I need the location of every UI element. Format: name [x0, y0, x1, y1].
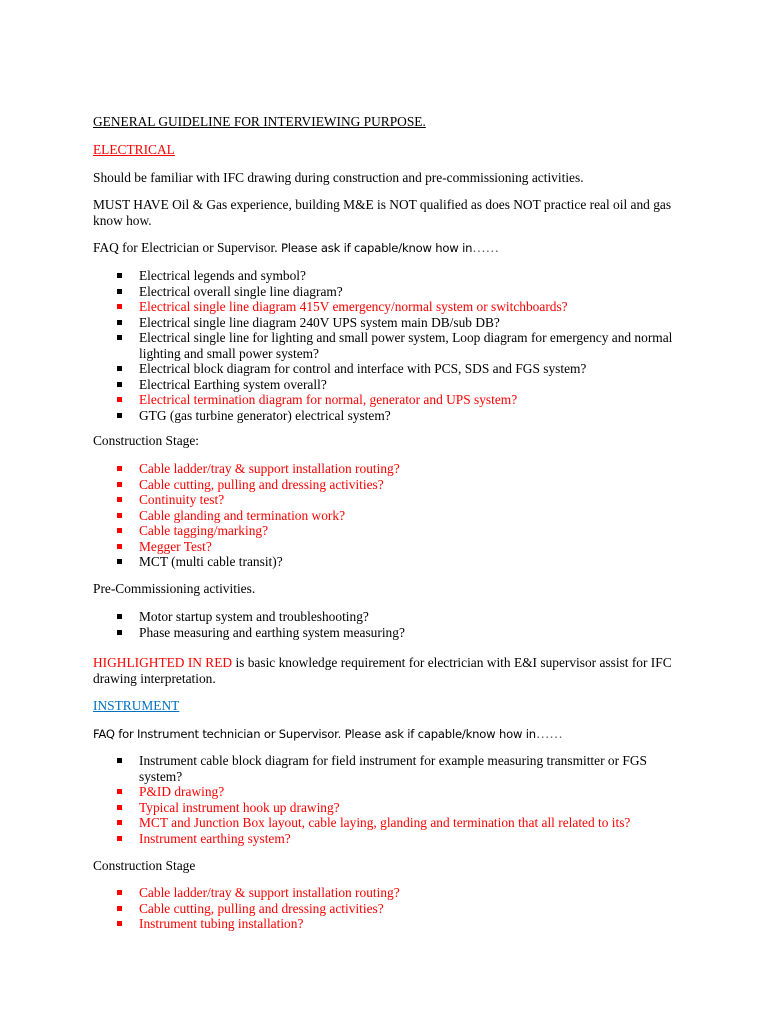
- list-item-text: Electrical termination diagram for normal, generator and UPS system?: [139, 392, 518, 407]
- list-item: [93, 361, 683, 377]
- square-bullet-icon: [117, 289, 122, 294]
- list-item: [93, 477, 683, 493]
- list-item: [93, 831, 683, 847]
- list-item: [93, 609, 683, 625]
- square-bullet-icon: [117, 559, 122, 564]
- list-item: [93, 392, 683, 408]
- list-item: [93, 508, 683, 524]
- list-item-text: Electrical legends and symbol?: [139, 268, 306, 283]
- list-item: [93, 554, 683, 570]
- instrument-faq-suffix: for Instrument technician or Supervisor. Please ask if capable/know how in: [118, 727, 536, 741]
- square-bullet-icon: [117, 758, 122, 763]
- list-item: [93, 523, 683, 539]
- square-bullet-icon: [117, 630, 122, 635]
- list-item: [93, 492, 683, 508]
- electrical-construction-label: Construction Stage:: [93, 433, 200, 448]
- square-bullet-icon: [117, 528, 122, 533]
- square-bullet-icon: [117, 921, 122, 926]
- list-item-text: P&ID drawing?: [139, 784, 225, 799]
- list-item: [93, 315, 683, 331]
- electrical-faq-line: [93, 240, 683, 257]
- list-item-text: Electrical single line diagram 415V emergency/normal system or switchboards?: [139, 299, 568, 314]
- square-bullet-icon: [117, 890, 122, 895]
- list-item: [93, 299, 683, 315]
- square-bullet-icon: [117, 335, 122, 340]
- instrument-construction-label: Construction Stage: [93, 858, 196, 873]
- list-item-text: Cable tagging/marking?: [139, 523, 269, 538]
- highlight-note: [93, 655, 683, 686]
- list-item-text: Electrical block diagram for control and interface with PCS, SDS and FGS system?: [139, 361, 587, 376]
- square-bullet-icon: [117, 906, 122, 911]
- list-item: [93, 753, 683, 784]
- list-item: [93, 916, 683, 932]
- electrical-heading: ELECTRICAL: [93, 142, 175, 157]
- list-item-text: MCT (multi cable transit)?: [139, 554, 283, 569]
- list-item-text: Cable cutting, pulling and dressing activities?: [139, 476, 384, 492]
- electrical-faq-list: [93, 268, 683, 423]
- list-item-text: Electrical single line for lighting and small power system, Loop diagram for emergency and normal lighting and small power system?: [139, 330, 673, 361]
- list-item: [93, 408, 683, 424]
- list-item-text: Electrical overall single line diagram?: [139, 283, 343, 299]
- list-item-text: Electrical single line diagram 240V UPS system main DB/sub DB?: [139, 314, 500, 330]
- list-item-text: Cable glanding and termination work?: [139, 507, 346, 523]
- list-item: [93, 284, 683, 300]
- square-bullet-icon: [117, 366, 122, 371]
- list-item: [93, 901, 683, 917]
- square-bullet-icon: [117, 466, 122, 471]
- square-bullet-icon: [117, 413, 122, 418]
- instrument-faq-suffix-a: [118, 726, 536, 741]
- list-item-text: Instrument earthing system?: [139, 830, 291, 846]
- electrical-construction-list: [93, 461, 683, 570]
- list-item: [93, 268, 683, 284]
- highlight-note-rest: is basic knowledge requirement for electrician with E&I supervisor assist for IFC drawing interpretation.: [93, 655, 672, 686]
- instrument-faq-dots: ……: [535, 726, 563, 741]
- list-item: [93, 815, 683, 831]
- square-bullet-icon: [117, 513, 122, 518]
- list-item-text: Cable ladder/tray & support installation routing?: [139, 885, 400, 900]
- square-bullet-icon: [117, 482, 122, 487]
- electrical-familiar-text: Should be familiar with IFC drawing during construction and pre-commissioning activities.: [93, 170, 584, 185]
- electrical-faq-prefix: FAQ for Electrician or Supervisor.: [93, 240, 278, 255]
- list-item: [93, 625, 683, 641]
- square-bullet-icon: [117, 273, 122, 278]
- list-item: [93, 461, 683, 477]
- instrument-heading: INSTRUMENT: [93, 698, 180, 713]
- list-item-text: Continuity test?: [139, 492, 225, 507]
- precommissioning-label: Pre-Commissioning activities.: [93, 581, 256, 596]
- electrical-faq-suffix: Please ask if capable/know how in: [280, 241, 473, 255]
- list-item-text: Instrument tubing installation?: [139, 916, 304, 931]
- square-bullet-icon: [117, 820, 122, 825]
- highlight-note-red: HIGHLIGHTED IN RED: [93, 655, 233, 670]
- list-item: [93, 330, 683, 361]
- list-item-text: Cable cutting, pulling and dressing activities?: [139, 900, 384, 916]
- instrument-faq-line: [93, 726, 683, 743]
- instrument-construction-list: [93, 885, 683, 932]
- instrument-faq-prefix: FAQ: [93, 727, 115, 741]
- list-item: [93, 800, 683, 816]
- square-bullet-icon: [117, 320, 122, 325]
- list-item: [93, 784, 683, 800]
- list-item-text: Electrical Earthing system overall?: [139, 376, 327, 392]
- square-bullet-icon: [117, 544, 122, 549]
- square-bullet-icon: [117, 397, 122, 402]
- precommissioning-list: [93, 609, 683, 640]
- instrument-faq-list: [93, 753, 683, 846]
- list-item: [93, 377, 683, 393]
- list-item-text: GTG (gas turbine generator) electrical system?: [139, 407, 391, 423]
- document-title: GENERAL GUIDELINE FOR INTERVIEWING PURPOSE.: [93, 114, 426, 129]
- list-item-text: Typical instrument hook up drawing?: [139, 799, 340, 815]
- list-item-text: Megger Test?: [139, 538, 212, 554]
- list-item-text: Motor startup system and troubleshooting?: [139, 609, 369, 624]
- square-bullet-icon: [117, 497, 122, 502]
- square-bullet-icon: [117, 304, 122, 309]
- square-bullet-icon: [117, 836, 122, 841]
- square-bullet-icon: [117, 789, 122, 794]
- list-item-text: MCT and Junction Box layout, cable laying, glanding and termination that all related to its?: [139, 815, 631, 830]
- square-bullet-icon: [117, 614, 122, 619]
- square-bullet-icon: [117, 805, 122, 810]
- electrical-faq-dots: ……: [472, 240, 500, 255]
- electrical-must-have-text: MUST HAVE Oil & Gas experience, building M&E is NOT qualified as does NOT practice real oil and gas know how.: [93, 197, 672, 228]
- list-item: [93, 539, 683, 555]
- list-item-text: Instrument cable block diagram for field instrument for example measuring transmitter or FGS system?: [139, 753, 647, 784]
- list-item-text: Phase measuring and earthing system measuring?: [139, 624, 405, 640]
- square-bullet-icon: [117, 382, 122, 387]
- list-item: [93, 885, 683, 901]
- list-item-text: Cable ladder/tray & support installation routing?: [139, 461, 400, 476]
